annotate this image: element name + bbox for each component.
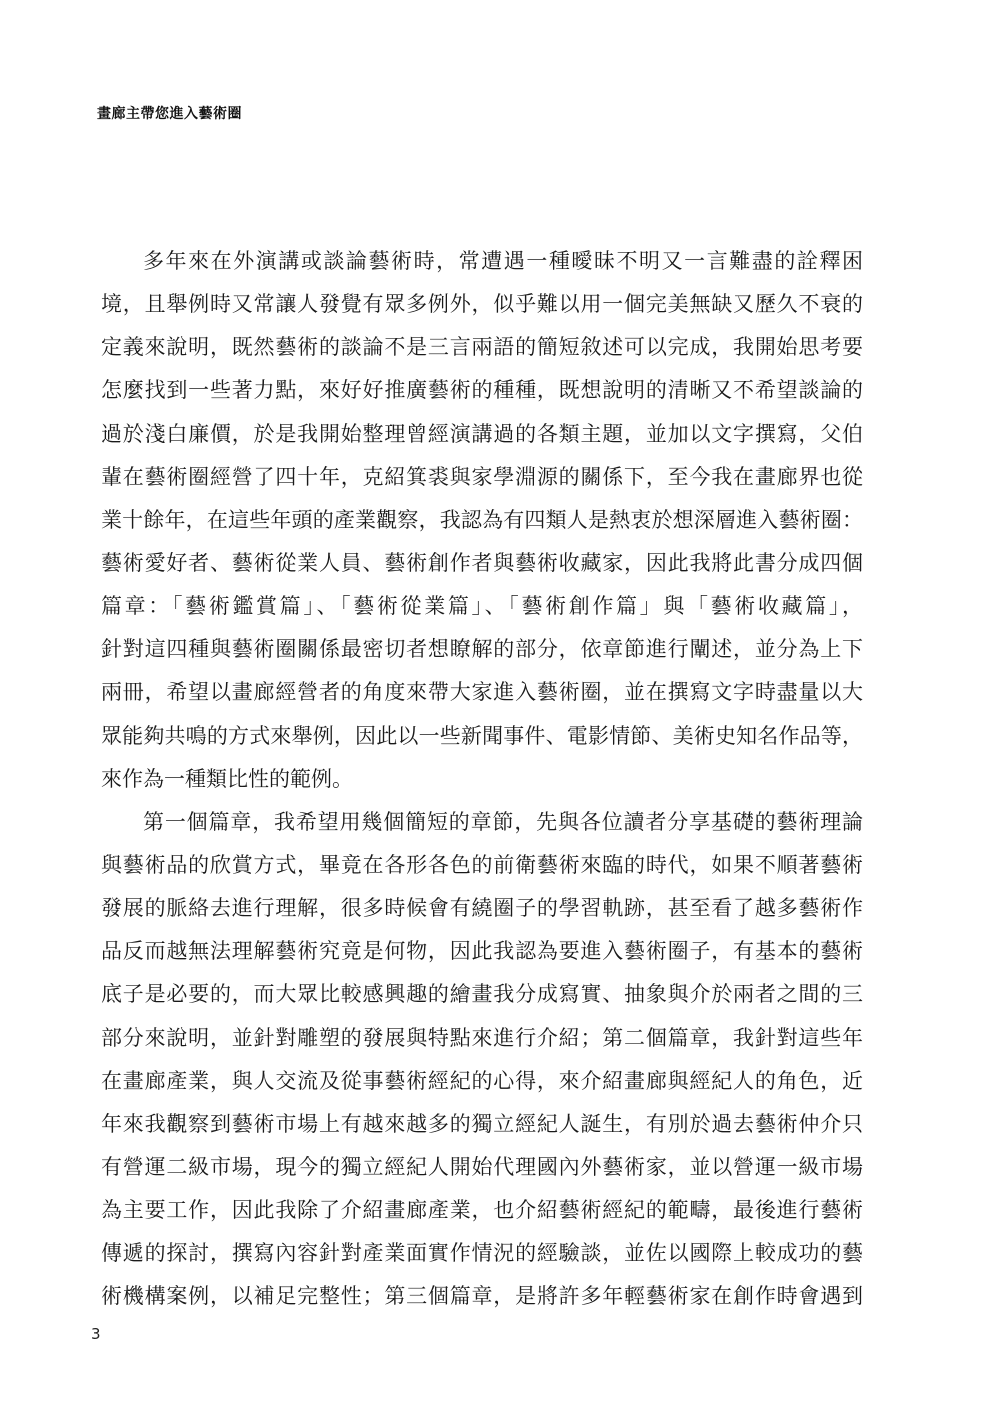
page-number: 3 [91, 1325, 101, 1343]
paragraph-line: 與藝術品的欣賞方式，畢竟在各形各色的前衛藝術來臨的時代，如果不順著藝術 [101, 852, 863, 877]
paragraph-line: 過於淺白廉價，於是我開始整理曾經演講過的各類主題，並加以文字撰寫，父伯 [101, 421, 863, 446]
paragraph-line: 輩在藝術圈經營了四十年，克紹箕裘與家學淵源的關係下，至今我在畫廊界也從 [101, 464, 863, 489]
paragraph-line: 底子是必要的，而大眾比較感興趣的繪畫我分成寫實、抽象與介於兩者之間的三 [101, 982, 863, 1007]
paragraph-line: 傳遞的探討，撰寫內容針對產業面實作情況的經驗談，並佐以國際上較成功的藝 [101, 1241, 863, 1266]
running-header-title: 畫廊主帶您進入藝術圈 [97, 106, 242, 122]
paragraph-line: 境，且舉例時又常讓人發覺有眾多例外，似乎難以用一個完美無缺又歷久不衰的 [101, 292, 863, 317]
paragraph-line: 眾能夠共鳴的方式來舉例，因此以一些新聞事件、電影情節、美術史知名作品等， [101, 723, 863, 748]
paragraph-line: 發展的脈絡去進行理解，很多時候會有繞圈子的學習軌跡，甚至看了越多藝術作 [101, 896, 863, 921]
paragraph-line: 定義來說明，既然藝術的談論不是三言兩語的簡短敘述可以完成，我開始思考要 [101, 335, 863, 360]
paragraph-line: 怎麼找到一些著力點，來好好推廣藝術的種種，既想說明的清晰又不希望談論的 [101, 378, 863, 403]
paragraph-line: 第一個篇章，我希望用幾個簡短的章節，先與各位讀者分享基礎的藝術理論 [143, 809, 863, 834]
paragraph-line: 兩冊，希望以畫廊經營者的角度來帶大家進入藝術圈，並在撰寫文字時盡量以大 [101, 680, 863, 705]
paragraph-line: 來作為一種類比性的範例。 [101, 766, 353, 791]
paragraph-line: 術機構案例，以補足完整性；第三個篇章，是將許多年輕藝術家在創作時會遇到 [101, 1284, 863, 1309]
paragraph-line: 在畫廊產業，與人交流及從事藝術經紀的心得，來介紹畫廊與經紀人的角色，近 [101, 1068, 863, 1093]
paragraph-line: 品反而越無法理解藝術究竟是何物，因此我認為要進入藝術圈子，有基本的藝術 [101, 939, 863, 964]
paragraph-line: 有營運二級市場，現今的獨立經紀人開始代理國內外藝術家，並以營運一級市場 [101, 1154, 863, 1179]
paragraph-line: 藝術愛好者、藝術從業人員、藝術創作者與藝術收藏家，因此我將此書分成四個 [101, 550, 863, 575]
paragraph-line: 年來我觀察到藝術市場上有越來越多的獨立經紀人誕生，有別於過去藝術仲介只 [101, 1111, 863, 1136]
paragraph-line: 多年來在外演講或談論藝術時，常遭遇一種曖昧不明又一言難盡的詮釋困 [143, 249, 863, 273]
paragraph-line: 篇章：「藝術鑑賞篇」、「藝術從業篇」、「藝術創作篇」與「藝術收藏篇」， [101, 594, 863, 619]
paragraph-line: 業十餘年，在這些年頭的產業觀察，我認為有四類人是熱衷於想深層進入藝術圈： [101, 507, 863, 532]
paragraph-line: 部分來說明，並針對雕塑的發展與特點來進行介紹；第二個篇章，我針對這些年 [101, 1025, 863, 1050]
paragraph-line: 針對這四種與藝術圈關係最密切者想瞭解的部分，依章節進行闡述，並分為上下 [101, 637, 863, 662]
body-text [101, 240, 863, 1319]
paragraph-line: 為主要工作，因此我除了介紹畫廊產業，也介紹藝術經紀的範疇，最後進行藝術 [101, 1198, 863, 1223]
